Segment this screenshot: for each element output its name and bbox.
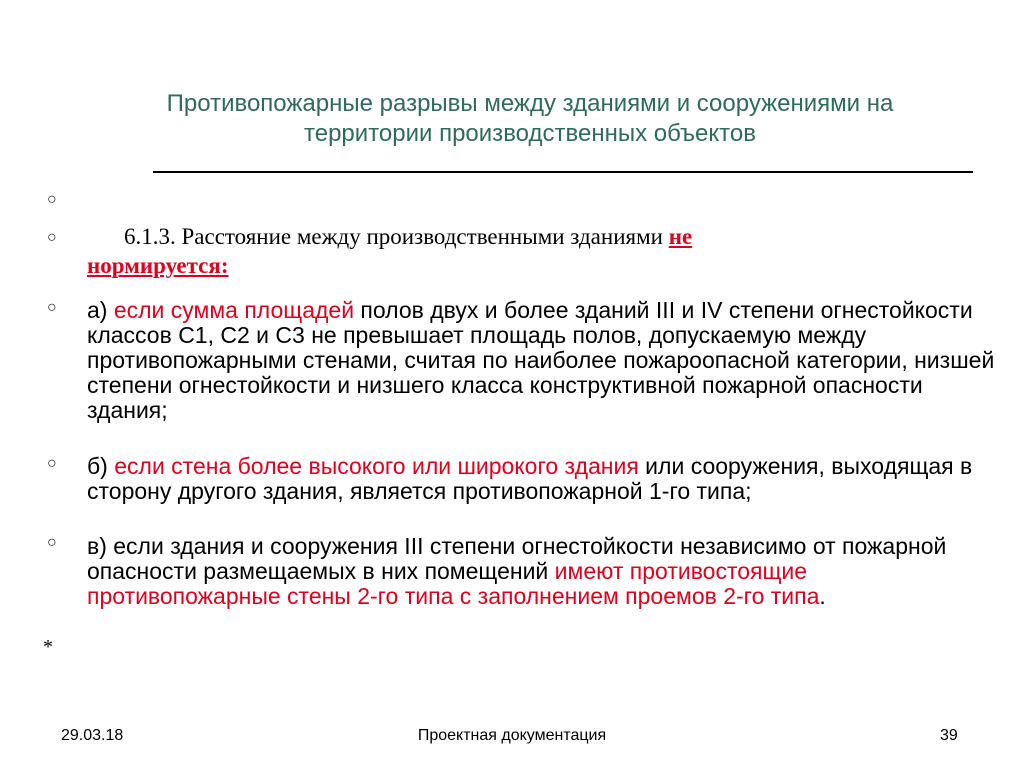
- item-a: [87, 298, 1007, 423]
- footer-date: 29.03.18: [61, 727, 124, 744]
- item-b: [87, 454, 1007, 504]
- bullet-icon: ○: [47, 455, 57, 472]
- title-divider: [153, 171, 973, 173]
- item-a-text: полов двух и более зданий III и IV степени огнестойкости классов С1, С2 и С3 не превышает площадь полов, допускаемую между противопожарными стенами, считая по наиболее пожароопасной категории, низшей степени огнестойкости и низшего класса конструктивной пожарной опасности здания;: [87, 297, 995, 423]
- item-c: [87, 534, 1007, 609]
- footer-title: Проектная документация: [417, 727, 607, 744]
- slide-title-line-1: Противопожарные разрывы между зданиями и сооружениями на: [166, 90, 894, 117]
- bullet-icon: ○: [47, 191, 57, 208]
- item-b-text: или сооружения, выходящая в сторону другого здания, является противопожарной 1-го типа;: [87, 453, 973, 504]
- slide-title: [60, 89, 1000, 149]
- slide-title-line-2: территории производственных объектов: [304, 120, 756, 147]
- item-c-highlight: имеют противостоящие противопожарные стены 2-го типа с заполнением проемов 2-го типа: [87, 558, 820, 609]
- clause-6-1-3: [87, 222, 967, 280]
- item-a-prefix: а): [87, 297, 114, 323]
- bullet-icon: ○: [47, 299, 57, 316]
- bullet-icon: ○: [47, 534, 57, 551]
- item-c-suffix: .: [819, 583, 826, 609]
- item-b-prefix: б): [87, 453, 115, 479]
- item-c-prefix: в) если здания и сооружения III степени огнестойкости независимо от пожарной опасности размещаемых в них помещений: [87, 533, 947, 584]
- clause-emphasis-regulated: нормируется:: [87, 253, 229, 278]
- item-b-highlight: если стена более высокого или широкого здания: [114, 453, 639, 479]
- clause-emphasis-not: не: [668, 224, 693, 249]
- page-number: 39: [940, 727, 958, 744]
- item-a-highlight: если сумма площадей: [113, 297, 355, 323]
- asterisk-note: *: [43, 636, 53, 658]
- clause-text: 6.1.3. Расстояние между производственными зданиями: [124, 224, 669, 249]
- bullet-icon: ○: [47, 229, 57, 246]
